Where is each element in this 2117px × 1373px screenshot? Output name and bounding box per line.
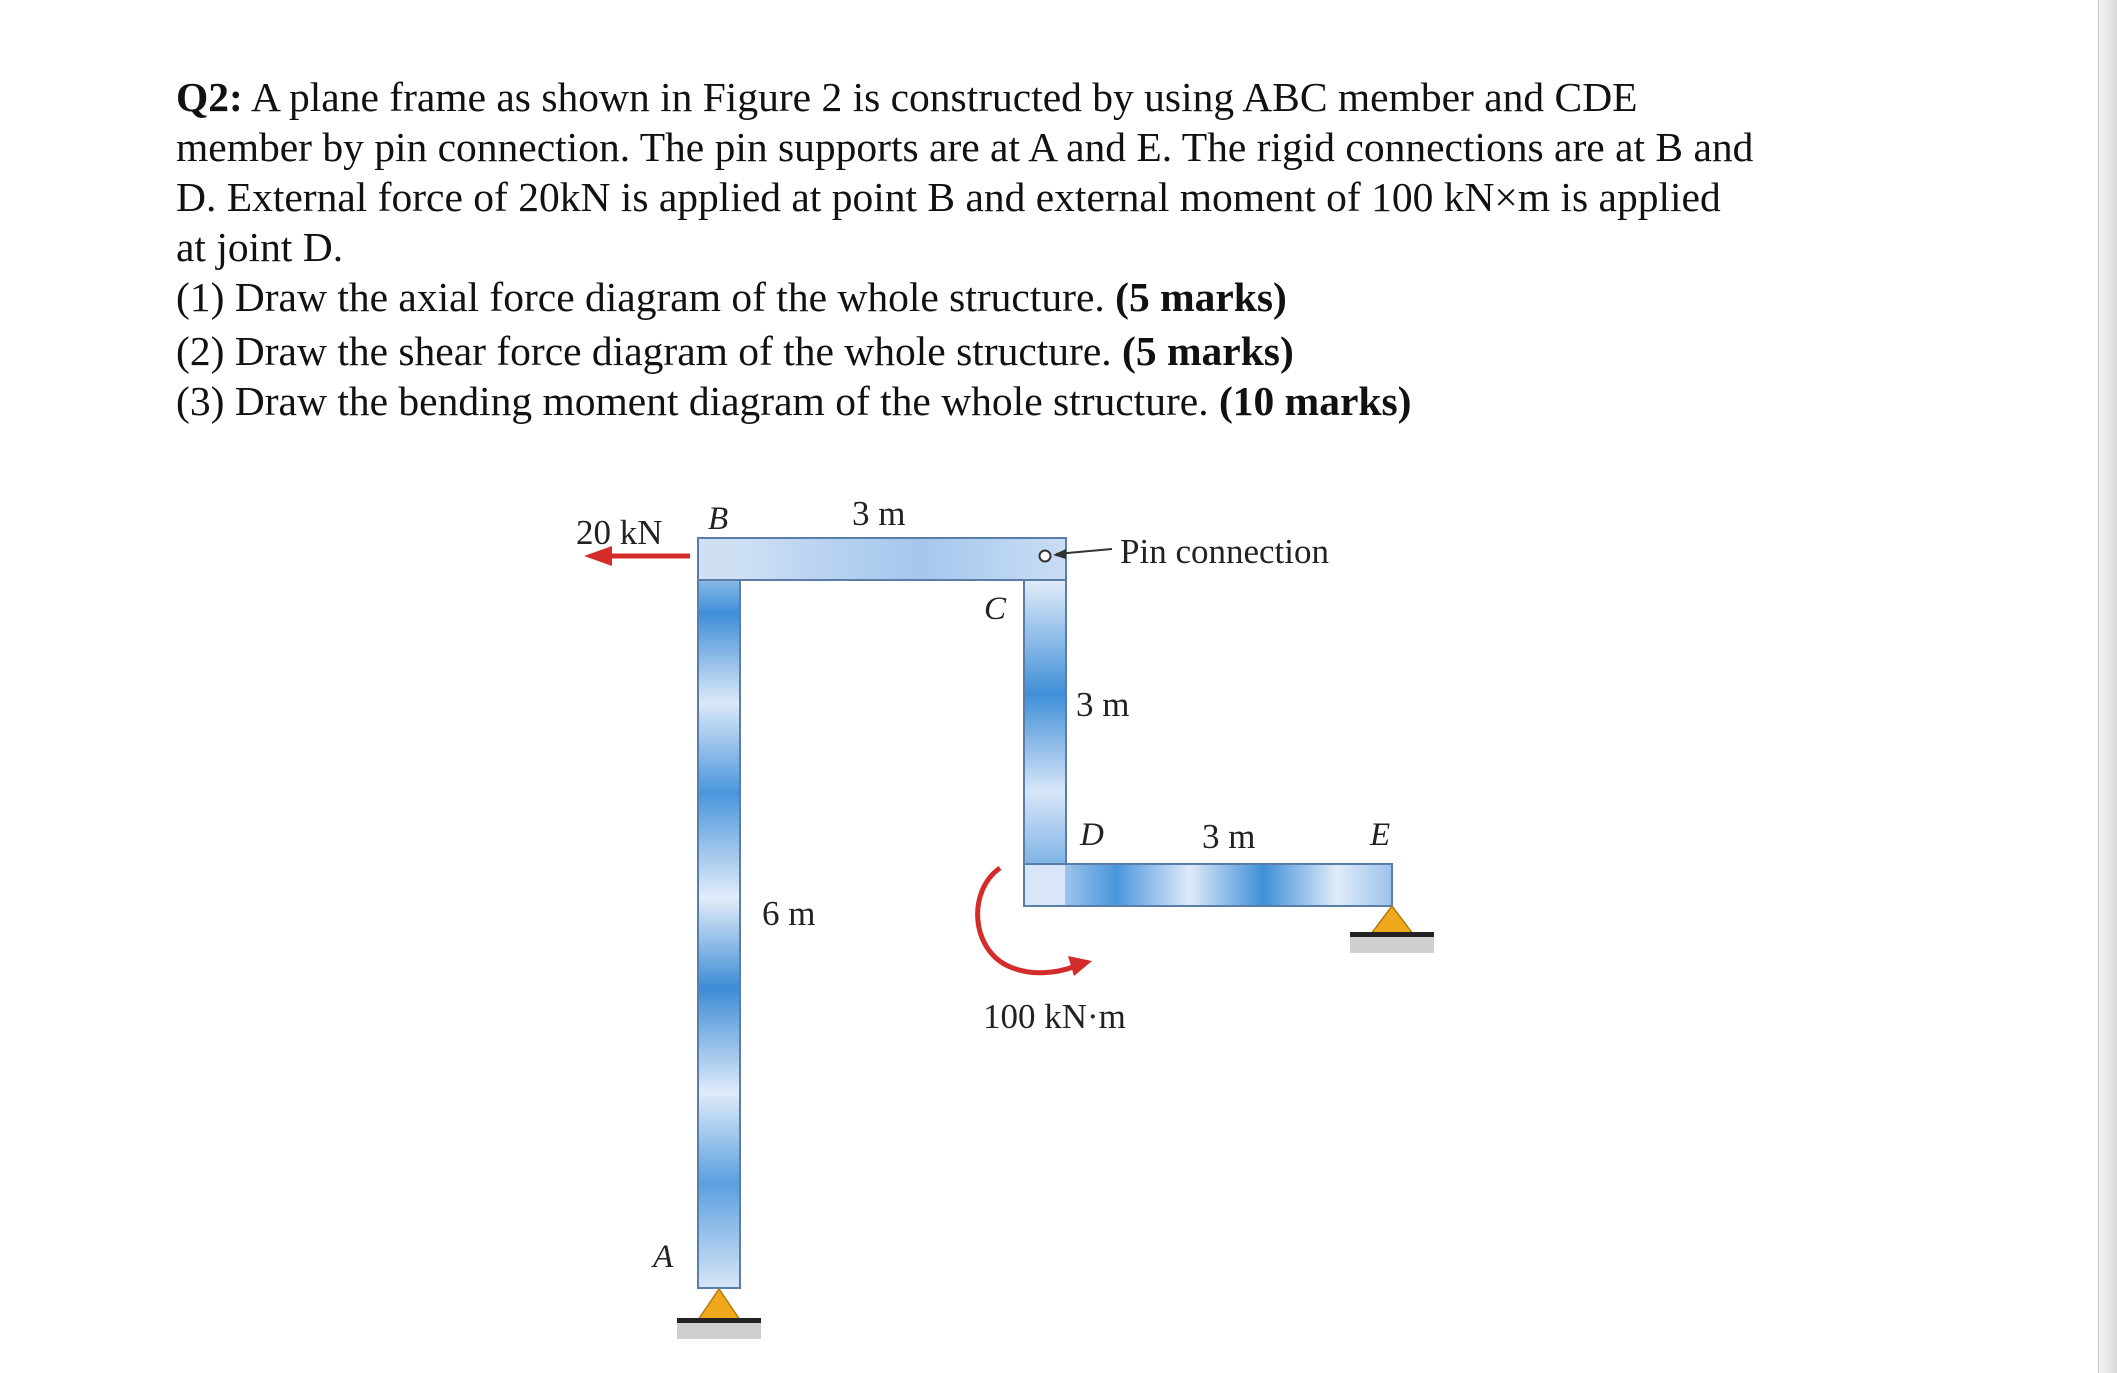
beam-de: [1024, 864, 1392, 906]
pin-connection-label: Pin connection: [1120, 532, 1329, 571]
task-text: (1) Draw the axial force diagram of the whole structure.: [176, 274, 1116, 320]
label-d: D: [1080, 817, 1104, 853]
column-ab: [698, 538, 740, 1288]
label-b: B: [708, 501, 729, 537]
member-abc: [698, 538, 1066, 1288]
label-a: A: [653, 1239, 674, 1275]
dim-de-label: 3 m: [1202, 817, 1256, 856]
support-a-triangle-icon: [698, 1289, 740, 1320]
question-number: Q2:: [176, 74, 243, 120]
dim-cd-label: 3 m: [1076, 685, 1130, 724]
moment-label: 100 kN·m: [983, 997, 1126, 1036]
task-marks: (5 marks): [1115, 274, 1287, 320]
question-line-2: member by pin connection. The pin supports are at A and E. The rigid connections are at B and: [176, 124, 1754, 170]
support-e: [1350, 906, 1434, 953]
support-a-ground-shadow: [677, 1323, 761, 1339]
question-line-3: D. External force of 20kN is applied at point B and external moment of 100 kN×m is applied: [176, 174, 1721, 220]
joint-d-cover: [1025, 865, 1065, 905]
joint-b-cover: [699, 539, 739, 579]
dim-bc-label: 3 m: [852, 494, 906, 533]
task-text: (2) Draw the shear force diagram of the whole structure.: [176, 328, 1123, 374]
support-a-ground: [677, 1318, 761, 1323]
task-text: (3) Draw the bending moment diagram of the whole structure.: [176, 378, 1219, 424]
label-e: E: [1370, 817, 1391, 853]
support-a: [677, 1289, 761, 1339]
beam-bc: [698, 538, 1066, 580]
question-line-4: at joint D.: [176, 224, 344, 270]
force-label: 20 kN: [576, 513, 663, 552]
task-marks: (10 marks): [1218, 378, 1412, 424]
label-c: C: [984, 591, 1007, 627]
support-e-ground-shadow: [1350, 937, 1434, 953]
dim-ab-label: 6 m: [762, 894, 816, 933]
column-cd: [1024, 580, 1066, 906]
question-line-1-text: A plane frame as shown in Figure 2 is constructed by using ABC member and CDE: [250, 74, 1638, 120]
task-marks: (5 marks): [1122, 328, 1294, 374]
member-cde: [1024, 580, 1392, 906]
moment-arrowhead-icon: [1068, 956, 1092, 976]
support-e-ground: [1350, 932, 1434, 937]
support-e-triangle-icon: [1371, 906, 1413, 934]
pin-icon: [1040, 551, 1051, 562]
